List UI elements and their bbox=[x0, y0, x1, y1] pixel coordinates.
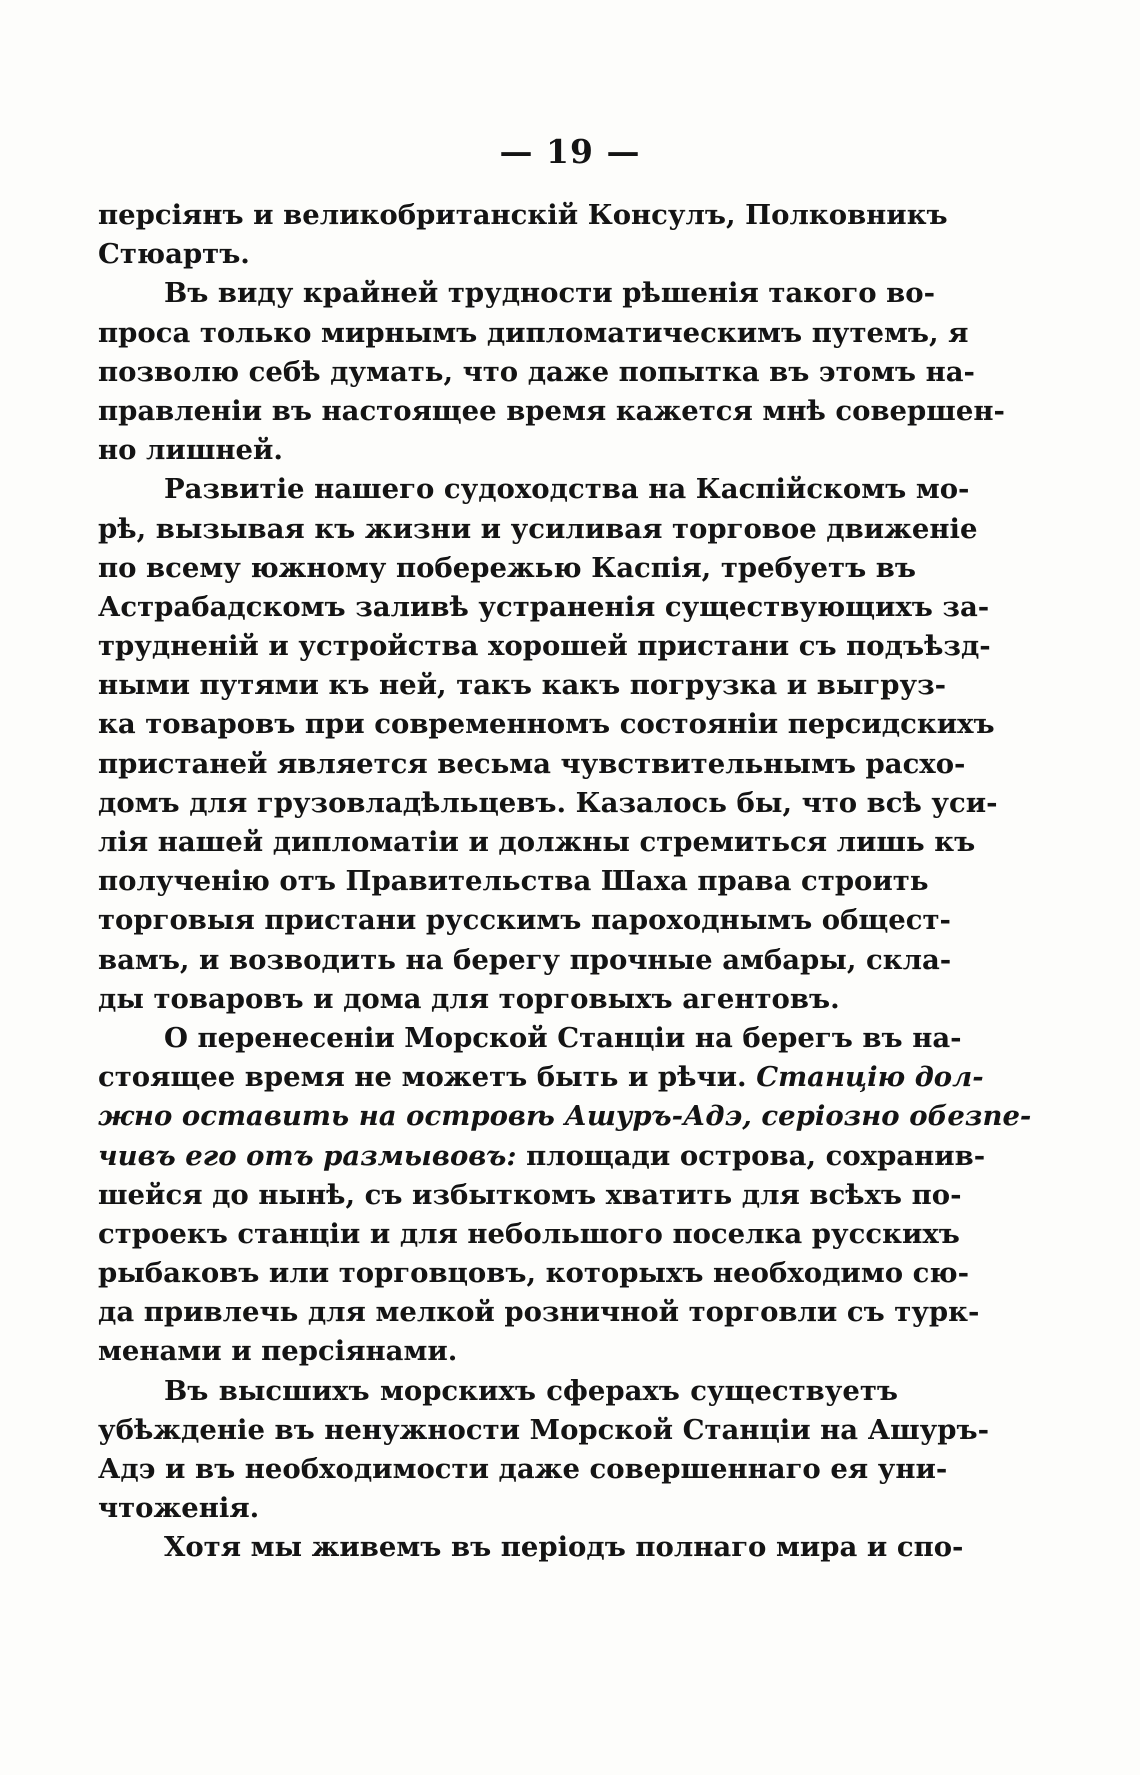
text-line: домъ для грузовладѣльцевъ. Казалось бы, что всѣ уси- bbox=[98, 786, 998, 819]
text-line: Адэ и въ необходимости даже совершеннаго ея уни- bbox=[98, 1453, 948, 1485]
text-line: персіянъ и великобританскій Консулъ, Полковникъ bbox=[98, 199, 948, 231]
text-line: по всему южному побережью Каспія, требуетъ въ bbox=[98, 551, 916, 584]
text-line: проса только мирнымъ дипломатическимъ путемъ, я bbox=[98, 316, 969, 349]
text-line: позволю себѣ думать, что даже попытка въ этомъ на- bbox=[98, 355, 975, 388]
text-line: Въ виду крайней трудности рѣшенія такого во- bbox=[164, 277, 936, 310]
text-line: Стюартъ. bbox=[98, 238, 250, 271]
text-line: О перенесеніи Морской Станціи на берегъ въ на- bbox=[164, 1021, 962, 1054]
page-number: — 19 — bbox=[499, 132, 641, 171]
text-line: рѣ, вызывая къ жизни и усиливая торговое движеніе bbox=[98, 512, 978, 545]
text-line: ды товаровъ и дома для торговыхъ агентовъ. bbox=[98, 982, 840, 1015]
paragraph-1 bbox=[98, 196, 948, 274]
text-line: Въ высшихъ морскихъ сферахъ существуетъ bbox=[164, 1374, 898, 1407]
text-line: строекъ станціи и для небольшого поселка русскихъ bbox=[98, 1217, 960, 1250]
text-line: торговыя пристани русскимъ пароходнымъ общест- bbox=[98, 904, 951, 937]
text-line: убѣжденіе въ ненужности Морской Станціи на Ашуръ- bbox=[98, 1413, 989, 1446]
text-line: менами и персіянами. bbox=[98, 1335, 458, 1368]
text-line: правленіи въ настоящее время кажется мнѣ совершен- bbox=[98, 394, 1005, 427]
paragraph-2 bbox=[98, 274, 1005, 470]
text-line: да привлечь для мелкой розничной торговли съ турк- bbox=[98, 1296, 980, 1329]
italic-span: чивъ его отъ размывовъ: bbox=[98, 1139, 517, 1172]
text-line: рыбаковъ или торговцовъ, которыхъ необходимо сю- bbox=[98, 1257, 969, 1290]
text-line: чтоженія. bbox=[98, 1492, 260, 1525]
text-line: пристаней является весьма чувствительнымъ расхо- bbox=[98, 747, 966, 780]
text-span: стоящее время не можетъ быть и рѣчи. bbox=[98, 1061, 757, 1094]
text-line: Развитіе нашего судоходства на Каспійскомъ мо- bbox=[164, 473, 970, 506]
text-line: Астрабадскомъ заливѣ устраненія существующихъ за- bbox=[98, 590, 990, 623]
text-line: ными путями къ ней, такъ какъ погрузка и выгруз- bbox=[98, 669, 947, 702]
text-line-mixed bbox=[98, 1137, 986, 1176]
italic-line: жно оставить на островѣ Ашуръ-Адэ, серіозно обезпе- bbox=[98, 1100, 1032, 1133]
text-line: вамъ, и возводить на берегу прочные амбары, скла- bbox=[98, 943, 952, 976]
text-span: площади острова, сохранив- bbox=[516, 1139, 986, 1172]
text-line: Хотя мы живемъ въ періодъ полнаго мира и спо- bbox=[164, 1531, 964, 1564]
paragraph-4 bbox=[98, 1019, 1032, 1372]
text-line: трудненій и устройства хорошей пристани съ подъѣзд- bbox=[98, 630, 991, 663]
paragraph-5 bbox=[98, 1372, 989, 1529]
paragraph-3 bbox=[98, 470, 998, 1019]
text-line: но лишней. bbox=[98, 434, 283, 467]
body-text bbox=[98, 196, 1032, 1568]
text-line: полученію отъ Правительства Шаха права строить bbox=[98, 865, 929, 898]
text-line: ка товаровъ при современномъ состояніи персидскихъ bbox=[98, 708, 995, 741]
paragraph-6 bbox=[98, 1528, 964, 1567]
text-line: шейся до нынѣ, съ избыткомъ хватить для всѣхъ по- bbox=[98, 1178, 962, 1211]
text-line-mixed bbox=[98, 1058, 984, 1097]
text-line: лія нашей дипломатіи и должны стремиться лишь къ bbox=[98, 826, 976, 858]
italic-span: Станцію дол- bbox=[756, 1061, 984, 1094]
